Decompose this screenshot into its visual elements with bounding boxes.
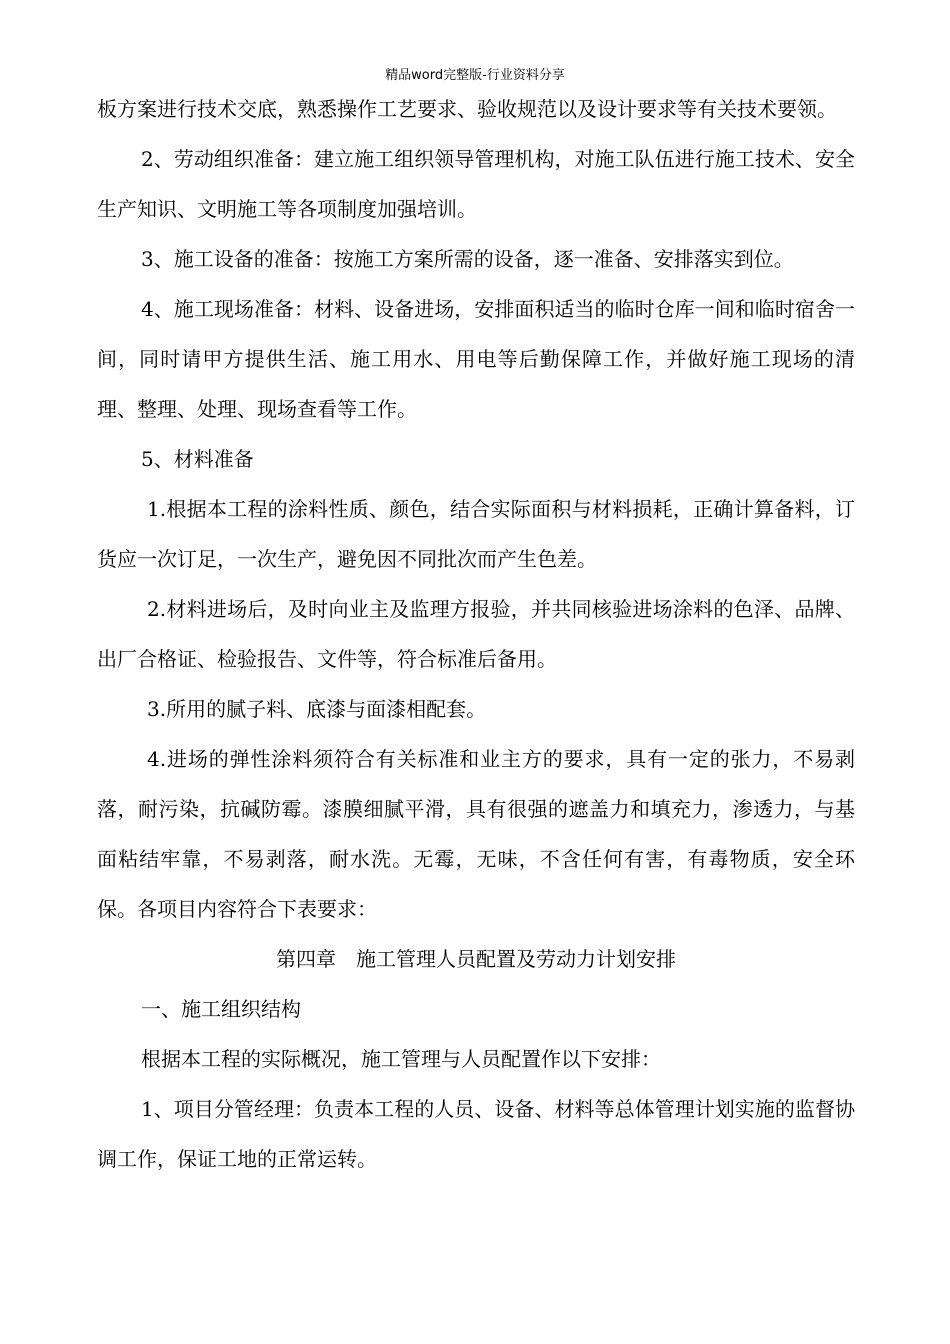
page-header: 精品word完整版-行业资料分享	[385, 68, 565, 83]
paragraph: 4.进场的弹性涂料须符合有关标准和业主方的要求，具有一定的张力，不易剥落，耐污染，抗碱防霉。漆膜细腻平滑，具有很强的遮盖力和填充力，渗透力，与基面粘结牢靠，不易剥落，耐水洗。无霉，无味，不含任何有害，有毒物质，安全环保。各项目内容符合下表要求：	[97, 747, 855, 921]
paragraph: 3.所用的腻子料、底漆与面漆相配套。	[147, 697, 487, 721]
paragraph: 2.材料进场后，及时向业主及监理方报验，并共同核验进场涂料的色泽、品牌、出厂合格证、检验报告、文件等，符合标准后备用。	[97, 597, 855, 671]
paragraph: 板方案进行技术交底，熟悉操作工艺要求、验收规范以及设计要求等有关技术要领。	[97, 97, 837, 121]
paragraph: 根据本工程的实际概况，施工管理与人员配置作以下安排：	[141, 1047, 661, 1071]
paragraph: 5、材料准备	[141, 447, 254, 471]
section-heading: 一、施工组织结构	[141, 997, 301, 1021]
paragraph: 2、劳动组织准备：建立施工组织领导管理机构，对施工队伍进行施工技术、安全生产知识、文明施工等各项制度加强培训。	[97, 147, 855, 221]
paragraph: 3、施工设备的准备：按施工方案所需的设备，逐一准备、安排落实到位。	[141, 247, 794, 271]
paragraph: 4、施工现场准备：材料、设备进场，安排面积适当的临时仓库一间和临时宿舍一间，同时请甲方提供生活、施工用水、用电等后勤保障工作，并做好施工现场的清理、整理、处理、现场查看等工作。	[97, 297, 855, 421]
document-body	[97, 84, 855, 1184]
chapter-title: 第四章 施工管理人员配置及劳动力计划安排	[276, 947, 676, 971]
paragraph: 1.根据本工程的涂料性质、颜色，结合实际面积与材料损耗，正确计算备料，订货应一次订足，一次生产，避免因不同批次而产生色差。	[97, 497, 855, 571]
paragraph: 1、项目分管经理：负责本工程的人员、设备、材料等总体管理计划实施的监督协调工作，保证工地的正常运转。	[97, 1097, 855, 1171]
